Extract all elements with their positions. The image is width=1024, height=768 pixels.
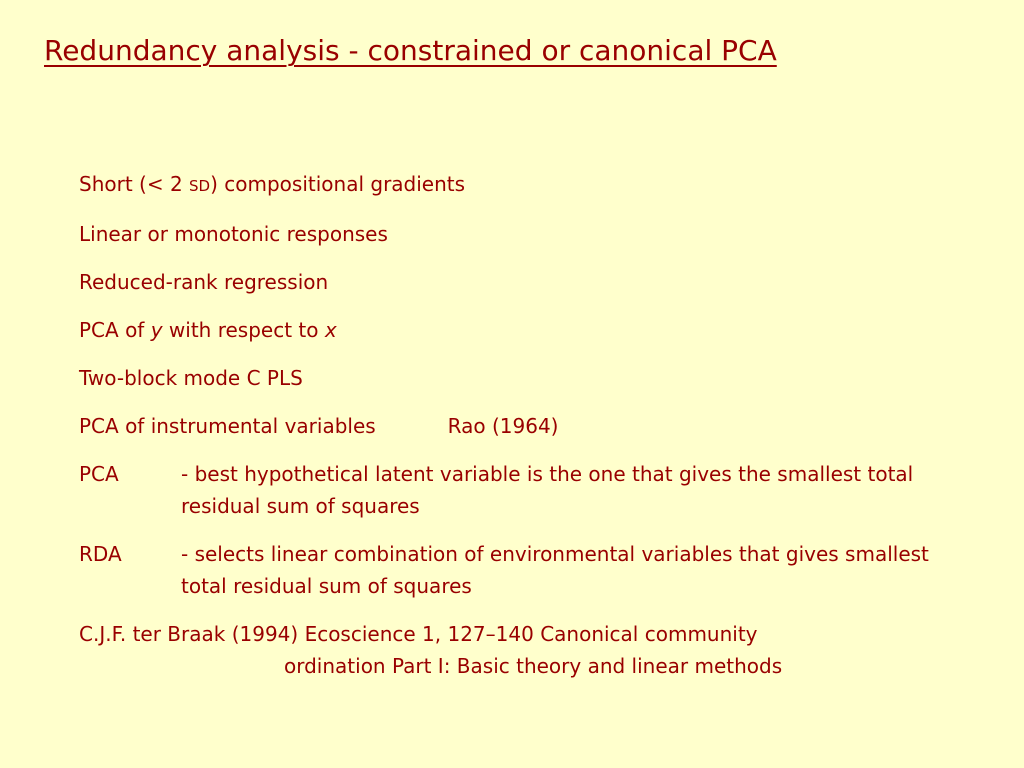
line-reduced-rank: Reduced-rank regression — [79, 270, 329, 294]
reference — [79, 618, 979, 682]
instrumental-text: PCA of instrumental variables — [79, 414, 376, 438]
short-gradients-text: Short (< 2 — [79, 172, 190, 196]
with-respect-text: with respect to — [162, 318, 325, 342]
slide-title: Redundancy analysis - constrained or canonical PCA — [44, 34, 777, 67]
sd-abbrev: SD — [189, 177, 211, 195]
line-linear-responses: Linear or monotonic responses — [79, 222, 388, 246]
line-two-block: Two-block mode C PLS — [79, 366, 303, 390]
definition-desc: - best hypothetical latent variable is the one that gives the smallest total residual sum of squares — [181, 462, 914, 518]
line-instrumental — [79, 410, 979, 442]
line-short-gradients — [79, 168, 979, 202]
definition-rda — [79, 538, 979, 602]
definition-pca — [79, 458, 979, 522]
short-gradients-suffix: ) compositional gradients — [210, 172, 466, 196]
var-y: y — [150, 318, 163, 342]
var-x: x — [324, 318, 337, 342]
definition-desc: - selects linear combination of environmental variables that gives smallest total residual sum of squares — [181, 542, 929, 598]
pca-of-text: PCA of — [79, 318, 151, 342]
reference-line-2: ordination Part I: Basic theory and linear methods — [284, 654, 783, 678]
reference-line-1: C.J.F. ter Braak (1994) Ecoscience 1, 127–140 Canonical community — [79, 622, 758, 646]
definition-term: RDA — [79, 542, 122, 566]
definition-term: PCA — [79, 462, 119, 486]
line-pca-y-x — [79, 314, 979, 346]
slide-body — [79, 168, 979, 682]
rao-citation: Rao (1964) — [447, 414, 559, 438]
